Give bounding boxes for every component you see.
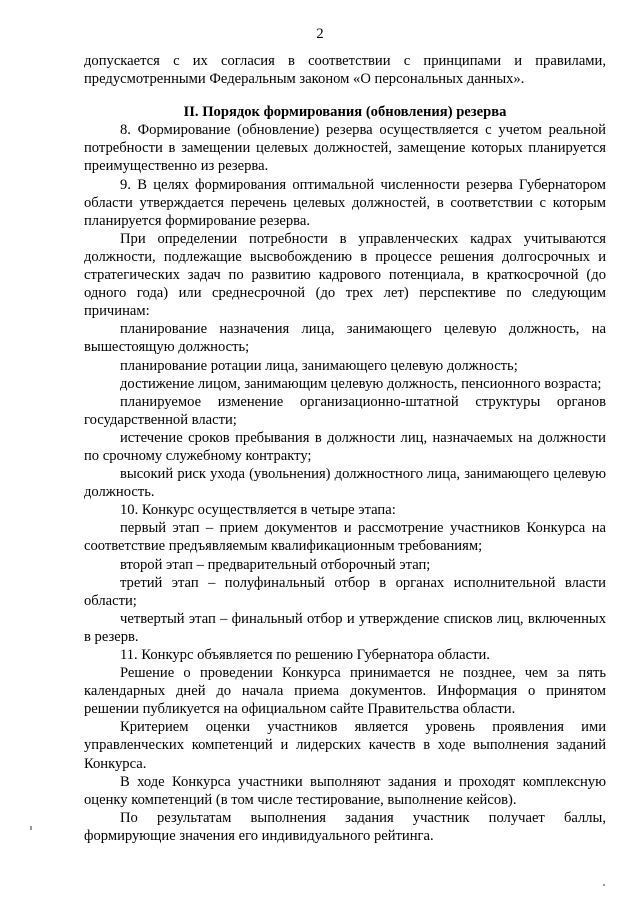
paragraph-assessment: В ходе Конкурса участники выполняют задания и проходят комплексную оценку компетенций (в том числе тестирование, выполнение кейсов). [84, 773, 606, 808]
page-number: 2 [316, 26, 324, 42]
paragraph-item-10: 10. Конкурс осуществляется в четыре этапа: [120, 502, 396, 519]
paragraph-item-9: 9. В целях формирования оптимальной численности резерва Губернатором области утверждается перечень целевых должностей, в соответствии с которым планируется формирование резерва. [84, 176, 606, 229]
paragraph-continuation: допускается с их согласия в соответствии с принципами и правилами, предусмотренными Федеральным законом «О персональных данных». [84, 53, 606, 88]
reason-departure-risk: высокий риск ухода (увольнения) должностного лица, занимающего целевую должность. [84, 466, 606, 501]
paragraph-results: По результатам выполнения задания участник получает баллы, формирующие значения его индивидуального рейтинга. [84, 809, 606, 844]
stage-third: третий этап – полуфинальный отбор в органах исполнительной власти области; [84, 574, 606, 609]
section-heading: II. Порядок формирования (обновления) резерва [183, 104, 507, 121]
reason-promotion: планирование назначения лица, занимающего целевую должность, на вышестоящую должность; [84, 321, 606, 356]
reason-rotation: планирование ротации лица, занимающего целевую должность; [120, 357, 518, 374]
reason-term-expiry: истечение сроков пребывания в должности лиц, назначаемых на должности по срочному служебному контракту; [84, 429, 606, 464]
paragraph-item-8: 8. Формирование (обновление) резерва осуществляется с учетом реальной потребности в замещении целевых должностей, замещение которых планируется преимущественно из резерва. [84, 122, 606, 175]
stage-first: первый этап – прием документов и рассмотрение участников Конкурса на соответствие предъявляемым квалификационным требованиям; [84, 520, 606, 555]
document-body [84, 52, 606, 845]
paragraph-decision: Решение о проведении Конкурса принимается не позднее, чем за пять календарных дней до начала приема документов. Информация о принятом решении публикуется на официальном сайте Правительства области. [84, 665, 606, 718]
stage-second: второй этап – предварительный отборочный этап; [120, 556, 431, 573]
scan-speck-mark [603, 884, 605, 886]
paragraph-criterion: Критерием оценки участников является уровень проявления ими управленческих компетенций и лидерских качеств в ходе выполнения заданий Конкурса. [84, 719, 606, 772]
paragraph-needs: При определении потребности в управленческих кадрах учитываются должности, подлежащие высвобождению в процессе решения долгосрочных и стратегических задач по развитию кадрового потенциала, в краткосрочной (до одного года) или среднесрочной (до трех лет) перспективе по следующим причинам: [84, 230, 606, 320]
stage-fourth: четвертый этап – финальный отбор и утверждение списков лиц, включенных в резерв. [84, 610, 606, 645]
paragraph-item-11: 11. Конкурс объявляется по решению Губернатора области. [120, 647, 490, 663]
scan-speck-mark [30, 826, 32, 830]
reason-retirement: достижение лицом, занимающим целевую должность, пенсионного возраста; [120, 375, 602, 392]
reason-restructuring: планируемое изменение организационно-штатной структуры органов государственной власти; [84, 393, 606, 428]
